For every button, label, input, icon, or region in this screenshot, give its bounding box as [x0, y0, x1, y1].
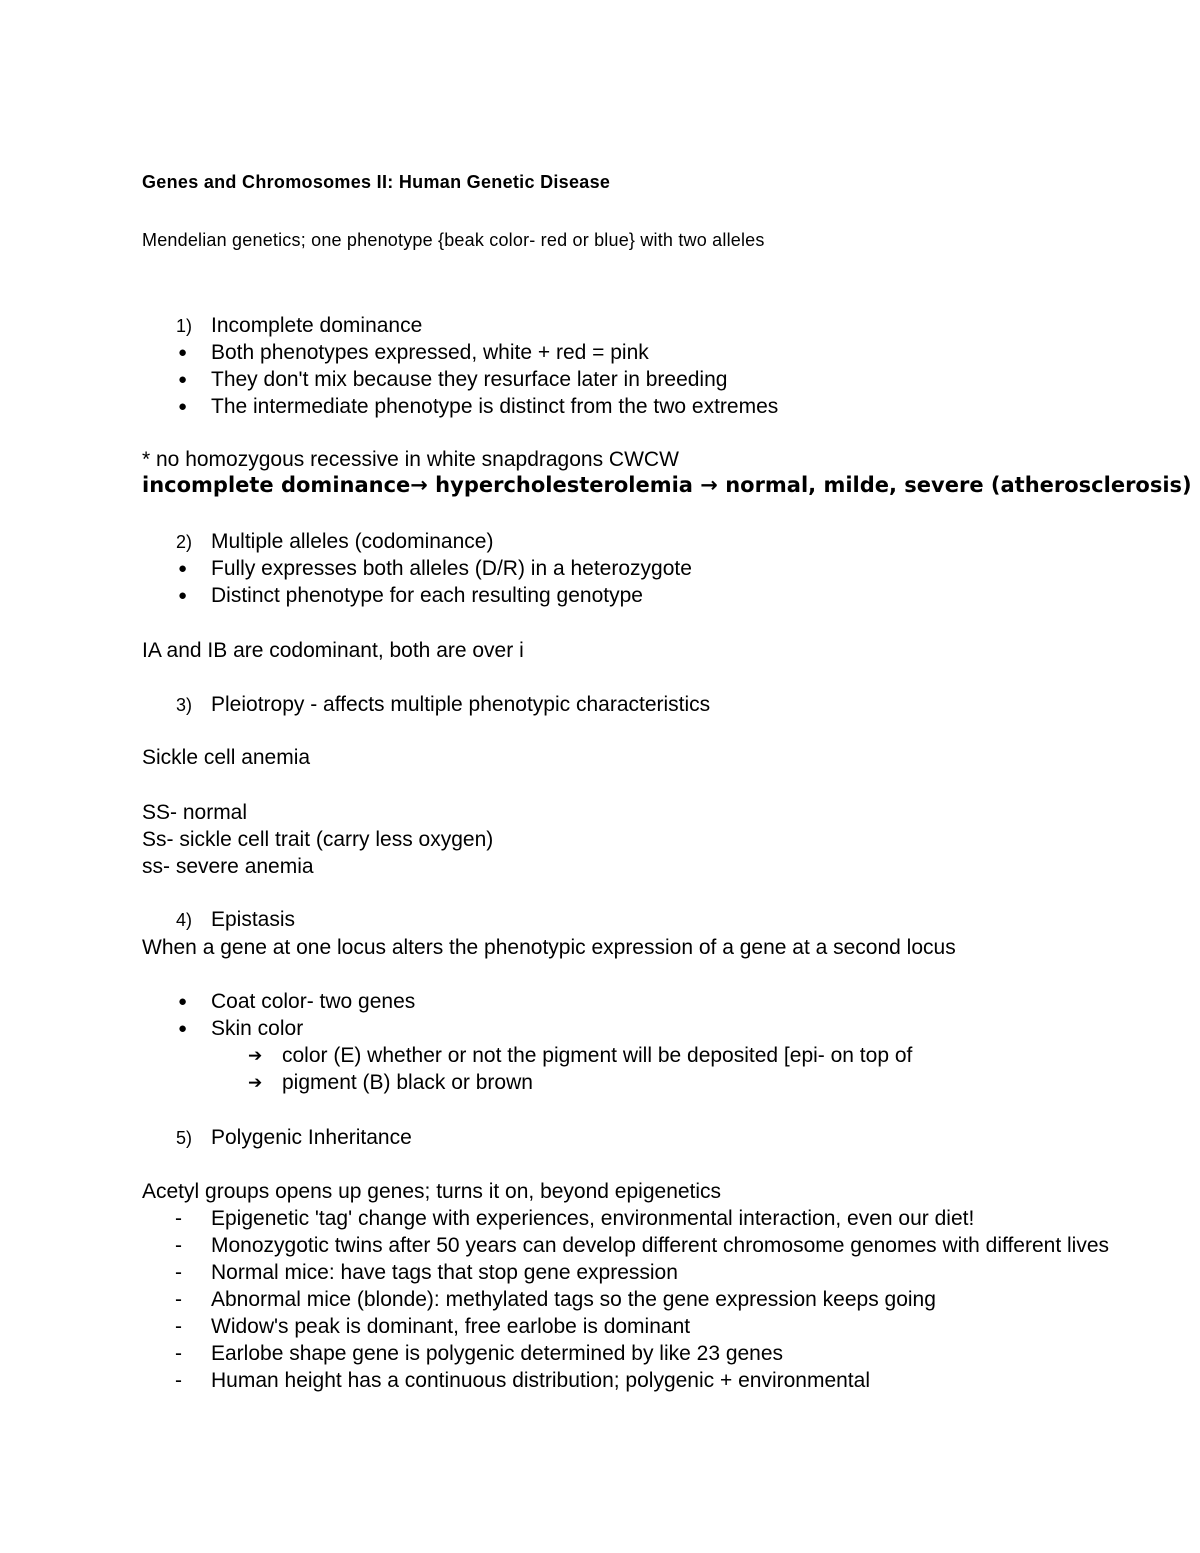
list-item: The intermediate phenotype is distinct from the two extremes — [211, 395, 779, 418]
acetyl-line: Acetyl groups opens up genes; turns it on, beyond epigenetics — [142, 1180, 722, 1203]
list-item: Normal mice: have tags that stop gene expression — [211, 1261, 678, 1284]
bold-note-hypercholesterolemia: incomplete dominance→ hypercholesterolemia → normal, milde, severe (atherosclerosis) — [142, 473, 1192, 497]
section-5-number: 5) — [176, 1128, 193, 1148]
bullet-icon: ● — [178, 560, 188, 577]
intro-line: Mendelian genetics; one phenotype {beak color- red or blue} with two alleles — [142, 230, 765, 250]
sub-list-item: pigment (B) black or brown — [282, 1071, 533, 1094]
list-item: Skin color — [211, 1017, 304, 1040]
list-item: Fully expresses both alleles (D/R) in a heterozygote — [211, 557, 692, 580]
section-1-heading: Incomplete dominance — [211, 314, 423, 337]
page-title: Genes and Chromosomes II: Human Genetic Disease — [142, 172, 611, 192]
arrow-icon: ➔ — [248, 1046, 263, 1065]
sickle-line: SS- normal — [142, 801, 248, 824]
arrow-icon: ➔ — [248, 1073, 263, 1092]
dash-icon: - — [175, 1261, 182, 1284]
list-item: Abnormal mice (blonde): methylated tags so the gene expression keeps going — [211, 1288, 936, 1311]
dash-icon: - — [175, 1234, 182, 1257]
sickle-title: Sickle cell anemia — [142, 746, 311, 769]
section-3-number: 3) — [176, 695, 193, 715]
list-item: Widow's peak is dominant, free earlobe is dominant — [211, 1315, 691, 1338]
dash-icon: - — [175, 1342, 182, 1365]
dash-icon: - — [175, 1369, 182, 1392]
epistasis-description: When a gene at one locus alters the phenotypic expression of a gene at a second locus — [142, 936, 956, 959]
list-item: Earlobe shape gene is polygenic determined by like 23 genes — [211, 1342, 784, 1365]
list-item: Both phenotypes expressed, white + red = pink — [211, 341, 649, 364]
dash-icon: - — [175, 1207, 182, 1230]
section-2-number: 2) — [176, 532, 193, 552]
list-item: They don't mix because they resurface later in breeding — [211, 368, 728, 391]
bullet-icon: ● — [178, 587, 188, 604]
list-item: Distinct phenotype for each resulting genotype — [211, 584, 643, 607]
dash-icon: - — [175, 1288, 182, 1311]
bullet-icon: ● — [178, 398, 188, 415]
list-item: Coat color- two genes — [211, 990, 416, 1013]
bullet-icon: ● — [178, 993, 188, 1010]
list-item: Monozygotic twins after 50 years can develop different chromosome genomes with different lives — [211, 1234, 1110, 1257]
section-5-heading: Polygenic Inheritance — [211, 1126, 412, 1149]
section-4-heading: Epistasis — [211, 908, 296, 931]
sickle-line: ss- severe anemia — [142, 855, 314, 878]
bullet-icon: ● — [178, 1020, 188, 1037]
sickle-line: Ss- sickle cell trait (carry less oxygen) — [142, 828, 494, 851]
section-2-heading: Multiple alleles (codominance) — [211, 530, 494, 553]
sub-list-item: color (E) whether or not the pigment will be deposited [epi- on top of — [282, 1044, 913, 1067]
section-3-heading: Pleiotropy - affects multiple phenotypic characteristics — [211, 693, 711, 716]
section-4-number: 4) — [176, 910, 193, 930]
bullet-icon: ● — [178, 344, 188, 361]
bullet-icon: ● — [178, 371, 188, 388]
list-item: Human height has a continuous distribution; polygenic + environmental — [211, 1369, 870, 1392]
list-item: Epigenetic 'tag' change with experiences, environmental interaction, even our diet! — [211, 1207, 975, 1230]
section-1-number: 1) — [176, 316, 193, 336]
dash-icon: - — [175, 1315, 182, 1338]
note-snapdragons: * no homozygous recessive in white snapdragons CWCW — [142, 448, 679, 471]
note-codominant: IA and IB are codominant, both are over i — [142, 639, 524, 662]
